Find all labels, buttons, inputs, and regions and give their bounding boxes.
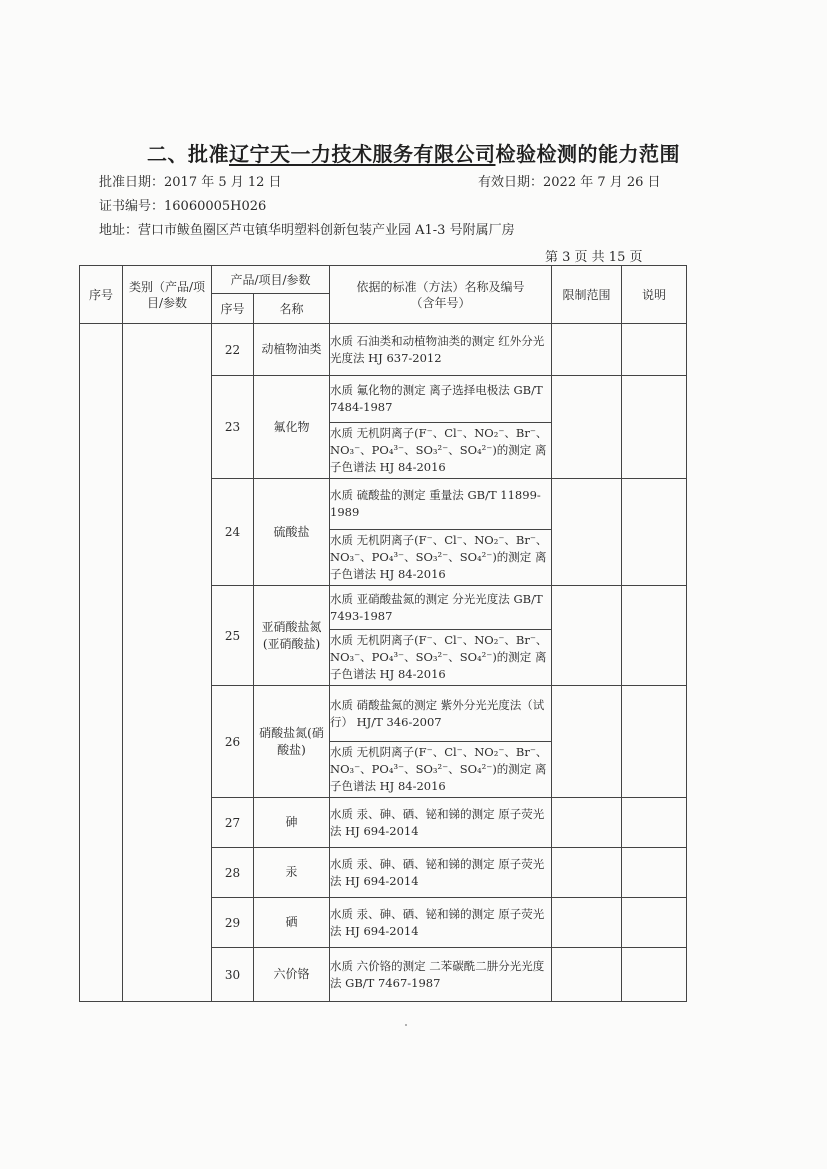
item-name: 砷 [254, 798, 330, 848]
header-standard: 依据的标准（方法）名称及编号（含年号） [330, 266, 552, 324]
item-number: 23 [212, 376, 254, 479]
limit-cell [552, 898, 622, 948]
page-info: 第 3 页 共 15 页 [545, 250, 643, 265]
note-cell [622, 798, 687, 848]
standard-text: 水质 氟化物的测定 离子选择电极法 GB/T 7484-1987 [330, 376, 552, 423]
header-sub-name: 名称 [254, 294, 330, 324]
item-name: 硝酸盐氮(硝酸盐) [254, 686, 330, 798]
title-prefix: 二、批准 [147, 142, 229, 166]
note-cell [622, 948, 687, 1002]
standard-text: 水质 无机阴离子(F⁻、Cl⁻、NO₂⁻、Br⁻、NO₃⁻、PO₄³⁻、SO₃²⁻、SO₄²⁻)的测定 离子色谱法 HJ 84-2016 [330, 742, 552, 798]
page-title [0, 138, 827, 167]
header-category: 类别（产品/项目/参数 [123, 266, 212, 324]
note-cell [622, 324, 687, 376]
scope-table [79, 265, 687, 1002]
certificate-number: 证书编号：16060005H026 [99, 199, 267, 214]
note-cell [622, 848, 687, 898]
standard-text: 水质 汞、砷、硒、铋和锑的测定 原子荧光法 HJ 694-2014 [330, 898, 552, 948]
item-number: 25 [212, 586, 254, 686]
seq-cell [80, 324, 123, 1002]
item-number: 27 [212, 798, 254, 848]
limit-cell [552, 848, 622, 898]
header-limit: 限制范围 [552, 266, 622, 324]
valid-date: 有效日期：2022 年 7 月 26 日 [478, 175, 661, 190]
standard-text: 水质 亚硝酸盐氮的测定 分光光度法 GB/T 7493-1987 [330, 586, 552, 630]
item-name: 动植物油类 [254, 324, 330, 376]
standard-text: 水质 无机阴离子(F⁻、Cl⁻、NO₂⁻、Br⁻、NO₃⁻、PO₄³⁻、SO₃²⁻、SO₄²⁻)的测定 离子色谱法 HJ 84-2016 [330, 530, 552, 586]
note-cell [622, 479, 687, 586]
limit-cell [552, 686, 622, 798]
item-name: 汞 [254, 848, 330, 898]
title-suffix: 检验检测的能力范围 [495, 142, 680, 166]
item-name: 硫酸盐 [254, 479, 330, 586]
header-sub-seq: 序号 [212, 294, 254, 324]
item-name: 亚硝酸盐氮(亚硝酸盐) [254, 586, 330, 686]
item-number: 24 [212, 479, 254, 586]
limit-cell [552, 948, 622, 1002]
note-cell [622, 898, 687, 948]
company-name: 辽宁天一力技术服务有限公司 [229, 142, 496, 166]
item-number: 22 [212, 324, 254, 376]
item-number: 26 [212, 686, 254, 798]
approval-date: 批准日期：2017 年 5 月 12 日 [99, 175, 282, 190]
note-cell [622, 586, 687, 686]
limit-cell [552, 376, 622, 479]
header-product-group: 产品/项目/参数 [212, 266, 330, 294]
standard-text: 水质 六价铬的测定 二苯碳酰二肼分光光度法 GB/T 7467-1987 [330, 948, 552, 1002]
standard-text: 水质 石油类和动植物油类的测定 红外分光光度法 HJ 637-2012 [330, 324, 552, 376]
item-name: 硒 [254, 898, 330, 948]
standard-text: 水质 无机阴离子(F⁻、Cl⁻、NO₂⁻、Br⁻、NO₃⁻、PO₄³⁻、SO₃²⁻、SO₄²⁻)的测定 离子色谱法 HJ 84-2016 [330, 630, 552, 686]
item-name: 六价铬 [254, 948, 330, 1002]
standard-text: 水质 无机阴离子(F⁻、Cl⁻、NO₂⁻、Br⁻、NO₃⁻、PO₄³⁻、SO₃²⁻、SO₄²⁻)的测定 离子色谱法 HJ 84-2016 [330, 423, 552, 479]
header-note: 说明 [622, 266, 687, 324]
header-seq: 序号 [80, 266, 123, 324]
standard-text: 水质 硝酸盐氮的测定 紫外分光光度法（试行） HJ/T 346-2007 [330, 686, 552, 742]
table-row [80, 324, 687, 376]
limit-cell [552, 479, 622, 586]
limit-cell [552, 324, 622, 376]
standard-text: 水质 汞、砷、硒、铋和锑的测定 原子荧光法 HJ 694-2014 [330, 848, 552, 898]
address: 地址：营口市鲅鱼圈区芦屯镇华明塑料创新包装产业园 A1-3 号附属厂房 [99, 223, 515, 238]
limit-cell [552, 798, 622, 848]
standard-text: 水质 汞、砷、硒、铋和锑的测定 原子荧光法 HJ 694-2014 [330, 798, 552, 848]
item-number: 28 [212, 848, 254, 898]
item-name: 氟化物 [254, 376, 330, 479]
note-cell [622, 686, 687, 798]
limit-cell [552, 586, 622, 686]
item-number: 30 [212, 948, 254, 1002]
item-number: 29 [212, 898, 254, 948]
scan-speck [405, 1024, 407, 1026]
note-cell [622, 376, 687, 479]
category-cell [123, 324, 212, 1002]
standard-text: 水质 硫酸盐的测定 重量法 GB/T 11899-1989 [330, 479, 552, 530]
